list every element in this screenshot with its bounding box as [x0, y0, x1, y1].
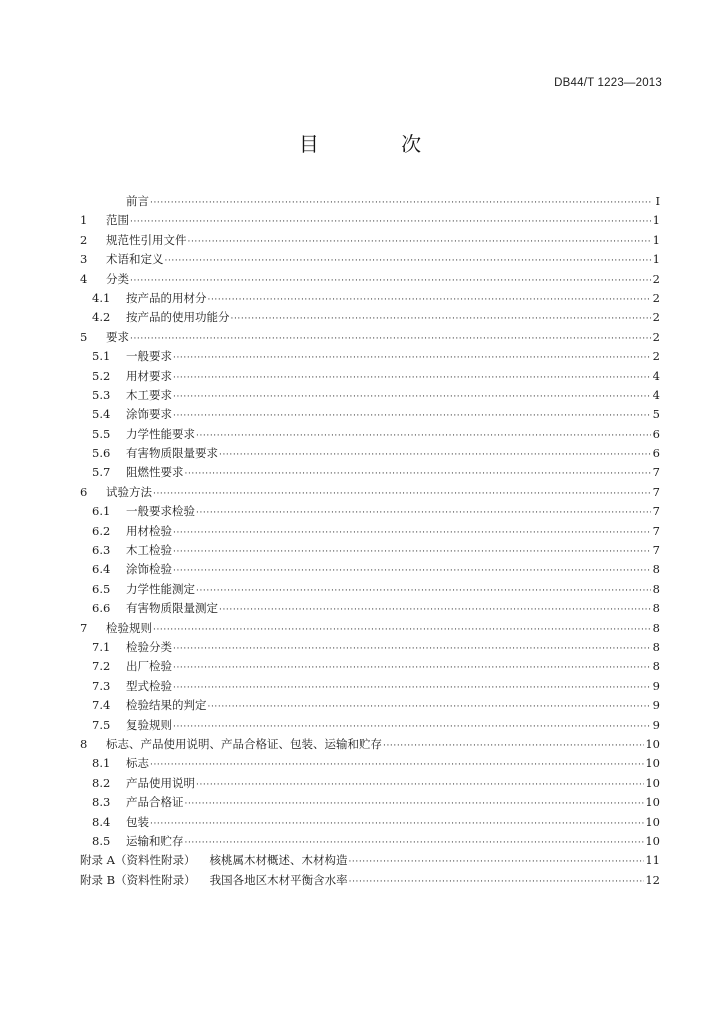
toc-entry[interactable]	[80, 696, 660, 715]
toc-entry-label	[126, 405, 172, 424]
toc-entry-page-number: 12	[645, 872, 660, 887]
toc-entry[interactable]	[80, 754, 660, 773]
toc-entry-page-number: 6	[652, 426, 660, 441]
toc-entry-label-text: 包装	[126, 814, 149, 829]
toc-entry[interactable]	[80, 405, 660, 424]
toc-entry-label-text: 按产品的用材分	[126, 290, 207, 305]
toc-entry-label-text: 附录 B（资料性附录）	[80, 872, 196, 887]
toc-entry-label-text: 检验规则	[106, 620, 152, 635]
toc-dot-leader	[173, 562, 651, 581]
toc-dot-leader	[173, 543, 651, 562]
toc-entry-number: 7.2	[92, 659, 111, 674]
toc-entry-number: 7.5	[92, 717, 111, 732]
toc-entry-label	[126, 444, 218, 463]
toc-entry-page-number: 7	[652, 465, 660, 480]
toc-entry-number: 8.1	[92, 756, 111, 771]
toc-entry-number: 5.3	[92, 387, 111, 402]
toc-entry-number: 6	[80, 484, 88, 499]
toc-entry[interactable]	[80, 677, 660, 696]
toc-entry-label	[106, 270, 129, 289]
toc-entry-page-number: 8	[652, 562, 660, 577]
toc-dot-leader	[150, 815, 644, 834]
toc-entry-label-text: 复验规则	[126, 717, 172, 732]
toc-entry-number: 6.5	[92, 581, 111, 596]
toc-entry-label	[126, 832, 184, 851]
toc-entry-label-text: 检验结果的判定	[126, 698, 207, 713]
toc-dot-leader	[208, 698, 652, 717]
toc-entry-number: 5.4	[92, 407, 111, 422]
toc-entry-label-text: 有害物质限量测定	[126, 601, 218, 616]
toc-entry-label-text: 前言	[126, 194, 149, 208]
toc-entry-number: 5.6	[92, 446, 111, 461]
toc-entry-label-text: 涂饰要求	[126, 407, 172, 422]
toc-entry-page-number: 1	[652, 213, 660, 228]
toc-dot-leader	[196, 582, 651, 601]
toc-entry-page-number: 7	[652, 543, 660, 558]
toc-entry[interactable]	[80, 347, 660, 366]
toc-entry-number: 5.2	[92, 368, 111, 383]
toc-entry[interactable]	[80, 793, 660, 812]
toc-dot-leader	[196, 776, 644, 795]
toc-entry-label	[106, 619, 152, 638]
table-of-contents	[80, 192, 660, 890]
toc-entry-label-text: 一般要求检验	[126, 504, 195, 519]
toc-entry[interactable]	[80, 289, 660, 308]
toc-dot-leader	[185, 465, 652, 484]
toc-entry-page-number: 5	[652, 407, 660, 422]
toc-dot-leader	[173, 407, 651, 426]
toc-entry-label	[126, 463, 184, 482]
toc-entry-number: 5.5	[92, 426, 111, 441]
toc-entry-number: 1	[80, 213, 88, 228]
toc-entry-label-text: 试验方法	[106, 484, 152, 499]
toc-entry-number: 4.2	[92, 310, 111, 325]
toc-entry[interactable]	[80, 619, 660, 638]
toc-entry-number: 6.2	[92, 523, 111, 538]
toc-entry-page-number: 1	[652, 252, 660, 267]
toc-entry-page-number: 2	[652, 349, 660, 364]
toc-entry-label-text: 涂饰检验	[126, 562, 172, 577]
toc-entry-page-number: 7	[652, 484, 660, 499]
toc-entry[interactable]	[80, 483, 660, 502]
toc-entry-label-text: 型式检验	[126, 678, 172, 693]
toc-entry-page-number: 7	[652, 504, 660, 519]
toc-dot-leader	[383, 737, 644, 756]
toc-entry[interactable]	[80, 735, 660, 754]
toc-entry-appendix-title: 核桃属木材概述、木材构造	[209, 853, 348, 868]
toc-entry-label	[106, 483, 152, 502]
toc-entry[interactable]	[80, 308, 660, 327]
toc-dot-leader	[349, 873, 645, 892]
toc-dot-leader	[130, 330, 651, 349]
toc-entry-page-number: 4	[652, 387, 660, 402]
toc-entry-label	[126, 599, 218, 618]
toc-dot-leader	[188, 233, 652, 252]
toc-entry[interactable]	[80, 250, 660, 269]
toc-dot-leader	[153, 485, 651, 504]
toc-entry-label	[126, 754, 149, 773]
toc-entry[interactable]	[80, 522, 660, 541]
toc-dot-leader	[219, 446, 651, 465]
toc-entry-label-text: 产品使用说明	[126, 775, 195, 790]
toc-entry[interactable]	[80, 502, 660, 521]
toc-entry-label-text: 一般要求	[126, 349, 172, 364]
toc-dot-leader	[185, 795, 645, 814]
toc-entry[interactable]	[80, 871, 660, 890]
toc-entry-number: 8	[80, 736, 88, 751]
toc-entry-label-text: 检验分类	[126, 639, 172, 654]
toc-entry-label	[126, 580, 195, 599]
toc-entry[interactable]	[80, 657, 660, 676]
toc-entry-label-text: 木工要求	[126, 387, 172, 402]
toc-entry-number: 7	[80, 620, 88, 635]
toc-entry[interactable]	[80, 599, 660, 618]
toc-entry[interactable]	[80, 774, 660, 793]
toc-entry-label	[126, 696, 207, 715]
toc-entry[interactable]	[80, 580, 660, 599]
toc-entry-label	[126, 347, 172, 366]
toc-entry-page-number: 9	[652, 717, 660, 732]
toc-entry-page-number: 2	[652, 329, 660, 344]
toc-entry[interactable]	[80, 386, 660, 405]
toc-entry-number: 8.2	[92, 775, 111, 790]
toc-entry-page-number: 4	[652, 368, 660, 383]
toc-entry-label	[106, 328, 129, 347]
toc-entry-label-text: 术语和定义	[106, 252, 164, 267]
toc-entry-label	[126, 793, 184, 812]
toc-entry-page-number: 8	[652, 601, 660, 616]
toc-entry[interactable]	[80, 638, 660, 657]
toc-dot-leader	[196, 504, 651, 523]
toc-entry-label	[126, 657, 172, 676]
toc-entry-label	[126, 774, 195, 793]
toc-entry-appendix-title: 我国各地区木材平衡含水率	[209, 872, 348, 887]
page-title: 目 次	[298, 132, 460, 156]
toc-entry-label	[106, 211, 129, 230]
toc-entry[interactable]	[80, 716, 660, 735]
toc-dot-leader	[208, 291, 652, 310]
toc-dot-leader	[173, 388, 651, 407]
toc-entry-label	[126, 522, 172, 541]
toc-entry-label	[106, 231, 187, 250]
toc-dot-leader	[173, 640, 651, 659]
toc-entry-page-number: 1	[652, 232, 660, 247]
toc-dot-leader	[173, 659, 651, 678]
toc-entry[interactable]	[80, 463, 660, 482]
toc-entry-number: 5.1	[92, 349, 111, 364]
toc-entry-number: 4	[80, 271, 88, 286]
toc-entry[interactable]	[80, 851, 660, 870]
toc-entry[interactable]	[80, 444, 660, 463]
toc-entry-number: 5.7	[92, 465, 111, 480]
toc-entry-page-number: 9	[652, 678, 660, 693]
toc-entry-label-text: 用材检验	[126, 523, 172, 538]
toc-entry-label	[126, 560, 172, 579]
toc-entry-label	[126, 289, 207, 308]
toc-entry-page-number: 6	[652, 446, 660, 461]
toc-entry[interactable]	[80, 328, 660, 347]
toc-entry-page-number: 10	[645, 833, 660, 848]
toc-dot-leader	[348, 853, 644, 872]
toc-entry-label-text: 运输和贮存	[126, 833, 184, 848]
toc-entry-label-text: 范围	[106, 213, 129, 228]
toc-dot-leader	[173, 369, 651, 388]
toc-entry[interactable]	[80, 832, 660, 851]
toc-entry-page-number: 11	[645, 853, 660, 868]
toc-entry-number: 8.4	[92, 814, 111, 829]
toc-entry-label	[126, 716, 172, 735]
toc-dot-leader	[153, 621, 651, 640]
toc-entry-page-number: 2	[652, 271, 660, 286]
toc-entry-label-text: 木工检验	[126, 543, 172, 558]
toc-entry-label-text: 出厂检验	[126, 659, 172, 674]
toc-entry[interactable]	[80, 425, 660, 444]
toc-entry-page-number: I	[655, 194, 660, 208]
toc-entry-label	[126, 638, 172, 657]
toc-entry-number: 2	[80, 232, 88, 247]
toc-entry[interactable]	[80, 560, 660, 579]
toc-entry[interactable]	[80, 270, 660, 289]
toc-dot-leader	[173, 524, 651, 543]
toc-entry-label	[126, 813, 149, 832]
toc-entry-label-text: 标志	[126, 756, 149, 771]
toc-entry-number: 6.3	[92, 543, 111, 558]
toc-dot-leader	[173, 349, 651, 368]
toc-entry-number: 3	[80, 252, 88, 267]
toc-dot-leader	[165, 252, 652, 271]
toc-entry-page-number: 10	[645, 736, 660, 751]
toc-dot-leader	[219, 601, 651, 620]
toc-entry-page-number: 8	[652, 620, 660, 635]
toc-entry-page-number: 8	[652, 639, 660, 654]
standard-code: DB44/T 1223—2013	[554, 77, 662, 89]
toc-entry-page-number: 9	[652, 698, 660, 713]
toc-entry-label-text: 分类	[106, 271, 129, 286]
toc-entry[interactable]	[80, 211, 660, 230]
toc-entry-label-text: 按产品的使用功能分	[126, 310, 230, 325]
toc-entry-label	[126, 425, 195, 444]
toc-entry-page-number: 2	[652, 310, 660, 325]
toc-dot-leader	[173, 679, 651, 698]
toc-entry-number: 6.1	[92, 504, 111, 519]
toc-entry-label-text: 力学性能要求	[126, 426, 195, 441]
toc-entry-label-text: 标志、产品使用说明、产品合格证、包装、运输和贮存	[106, 736, 382, 751]
toc-dot-leader	[150, 756, 644, 775]
toc-entry-label-text: 有害物质限量要求	[126, 446, 218, 461]
toc-dot-leader	[130, 213, 651, 232]
toc-entry-label	[126, 502, 195, 521]
toc-entry[interactable]	[80, 813, 660, 832]
toc-entry-page-number: 10	[645, 795, 660, 810]
toc-entry-number: 8.3	[92, 795, 111, 810]
toc-entry[interactable]	[80, 231, 660, 250]
toc-entry-number: 6.4	[92, 562, 111, 577]
toc-entry-label	[126, 386, 172, 405]
toc-entry-label-text: 用材要求	[126, 368, 172, 383]
toc-entry-page-number: 2	[652, 290, 660, 305]
toc-entry-page-number: 8	[652, 581, 660, 596]
toc-entry-label	[106, 735, 382, 754]
toc-entry-number: 7.1	[92, 639, 111, 654]
toc-dot-leader	[231, 310, 652, 329]
toc-entry-page-number: 10	[645, 814, 660, 829]
toc-entry-label	[80, 871, 348, 890]
toc-entry-label	[126, 308, 230, 327]
toc-entry-label-text: 要求	[106, 329, 129, 344]
toc-entry-label-text: 附录 A（资料性附录）	[80, 853, 196, 868]
toc-entry-label-text: 规范性引用文件	[106, 232, 187, 247]
toc-dot-leader	[196, 427, 651, 446]
toc-entry-number: 7.4	[92, 698, 111, 713]
toc-entry-label-text: 阻燃性要求	[126, 465, 184, 480]
toc-entry-number: 5	[80, 329, 88, 344]
toc-entry-label	[126, 192, 149, 211]
toc-dot-leader	[130, 272, 651, 291]
toc-entry-number: 6.6	[92, 601, 111, 616]
toc-entry-page-number: 7	[652, 523, 660, 538]
toc-entry-label	[126, 367, 172, 386]
toc-entry-label	[106, 250, 164, 269]
toc-entry-number: 4.1	[92, 290, 111, 305]
toc-entry-number: 8.5	[92, 833, 111, 848]
toc-entry-label-text: 产品合格证	[126, 795, 184, 810]
toc-entry-label	[80, 851, 347, 870]
toc-dot-leader	[150, 194, 651, 213]
toc-entry-page-number: 8	[652, 659, 660, 674]
toc-entry-label	[126, 677, 172, 696]
toc-entry-label	[126, 541, 172, 560]
toc-entry[interactable]	[80, 541, 660, 560]
toc-entry-number: 7.3	[92, 678, 111, 693]
toc-entry-page-number: 10	[645, 756, 660, 771]
toc-entry[interactable]	[80, 192, 660, 211]
toc-entry-label-text: 力学性能测定	[126, 581, 195, 596]
toc-entry-page-number: 10	[645, 775, 660, 790]
toc-entry[interactable]	[80, 367, 660, 386]
